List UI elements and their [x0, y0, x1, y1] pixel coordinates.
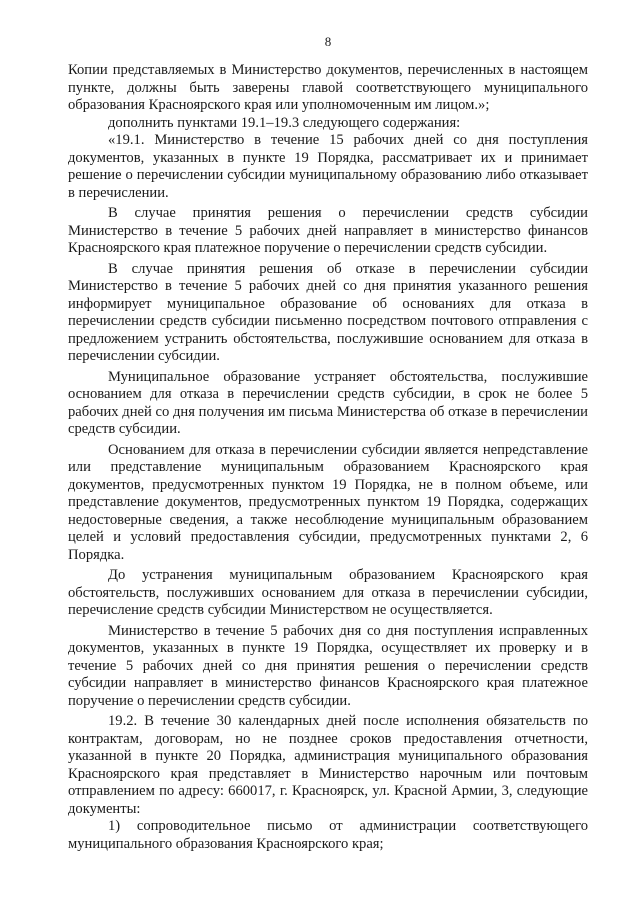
page-number: 8	[324, 34, 332, 49]
paragraph-municipality-remedy: Муниципальное образование устраняет обстоятельства, послужившие основанием для отказа в перечислении средств субсидии, в срок не более 5 рабочих дней со дня получения им письма Министерства об отказе в перечислении средств субсидии.	[68, 368, 588, 437]
paragraph-refusal-decision: В случае принятия решения об отказе в перечислении субсидии Министерство в течение 5 рабочих дней со дня принятия указанного решения информирует муниципальное образование об основаниях для отказа в перечислении средств субсидии письменно посредством почтового отправления с предложением устранить обстоятельства, послужившие основанием для отказа в перечислении субсидии.	[68, 260, 588, 364]
paragraph-amendment-intro: дополнить пунктами 19.1–19.3 следующего содержания:	[108, 114, 461, 131]
document-body	[68, 62, 588, 853]
paragraph-resubmission-check: Министерство в течение 5 рабочих дня со дня поступления исправленных документов, указанных в пункте 19 Порядка, осуществляет их проверку и в течение 5 рабочих дней со дня принятия решения о перечислении средств субсидии направляет в министерство финансов Красноярского края платежное поручение о перечислении средств субсидии.	[68, 622, 588, 709]
paragraph-copies-certification: Копии представляемых в Министерство документов, перечисленных в настоящем пункте, должны быть заверены главой соответствующего муниципального образования Красноярского края или уполномоченным им лицом.»;	[68, 62, 588, 113]
paragraph-refusal-grounds: Основанием для отказа в перечислении субсидии является непредставление или представление муниципальным образованием Красноярского края документов, предусмотренных пунктом 19 Порядка, не в полном объеме, или представление документов, предусмотренных пунктом 19 Порядка, содержащих недостоверные сведения, а также несоблюдение муниципальным образованием целей и условий предоставления субсидии, предусмотренных пунктами 2, 6 Порядка.	[68, 441, 588, 563]
paragraph-19-2: 19.2. В течение 30 календарных дней после исполнения обязательств по контрактам, договорам, но не позднее сроков предоставления отчетности, указанной в пункте 20 Порядка, администрация муниципального образования Красноярского края представляет в Министерство нарочным или почтовым отправлением по адресу: 660017, г. Красноярск, ул. Красной Армии, 3, следующие документы:	[68, 713, 588, 817]
paragraph-transfer-decision: В случае принятия решения о перечислении средств субсидии Министерство в течение 5 рабочих дней направляет в министерство финансов Красноярского края платежное поручение о перечислении средств субсидии.	[68, 205, 588, 256]
paragraph-list-item-1: 1) сопроводительное письмо от администрации соответствующего муниципального образования Красноярского края;	[68, 818, 588, 852]
paragraph-19-1: «19.1. Министерство в течение 15 рабочих дней со дня поступления документов, указанных в пункте 19 Порядка, рассматривает их и принимает решение о перечислении субсидии муниципальному образованию либо отказывает в перечислении.	[68, 132, 588, 201]
paragraph-no-transfer-until-fixed: До устранения муниципальным образованием Красноярского края обстоятельств, послуживших основанием для отказа в перечислении субсидии, перечисление средств субсидии Министерством не осуществляется.	[68, 567, 588, 618]
